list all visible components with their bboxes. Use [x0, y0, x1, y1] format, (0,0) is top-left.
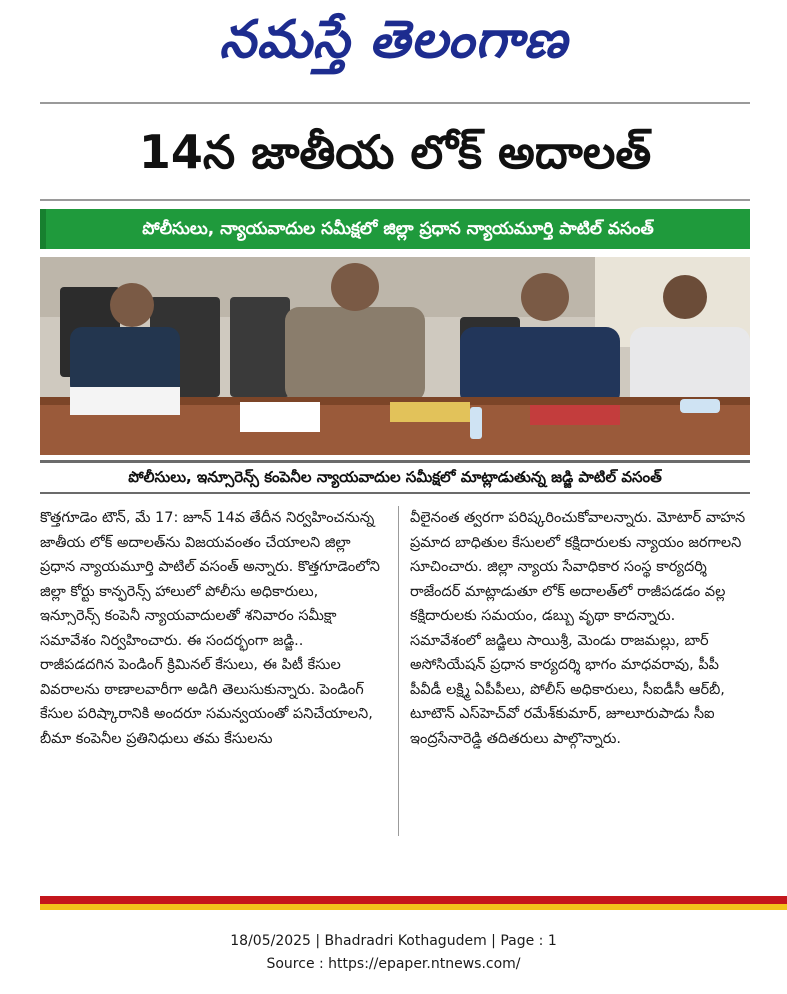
headline-rule	[40, 199, 750, 201]
article-subheadline: పోలీసులు, న్యాయవాదుల సమీక్షలో జిల్లా ప్రధాన న్యాయమూర్తి పాటిల్ వసంత్	[40, 209, 750, 249]
article-body-left: కొత్తగూడెం టౌన్, మే 17: జూన్ 14వ తేదీన నిర్వహించనున్న జాతీయ లోక్ అదాలత్‌ను విజయవంతం చేయాలని జిల్లా ప్రధాన న్యాయమూర్తి పాటిల్ వసంత్ అన్నారు. కొత్తగూడెంలోని జిల్లా కోర్టు కాన్ఫరెన్స్ హాలులో పోలీసు అధికారులు, ఇన్సూరెన్స్ కంపెనీ న్యాయవాదులతో శనివారం సమీక్షా సమావేశం నిర్వహించారు. ఈ సందర్భంగా జడ్జి.. రాజీపడదగిన పెండింగ్ క్రిమినల్ కేసులు, ఈ పిటీ కేసుల వివరాలను ఠాణాలవారీగా అడిగి తెలుసుకున్నారు. పెండింగ్ కేసుల పరిష్కారానికి అందరూ సమన్వయంతో పనిచేయాలని, బీమా కంపెనీల ప్రతినిధులు తమ కేసులను	[40, 510, 380, 747]
photo-caption: పోలీసులు, ఇన్సూరెన్స్ కంపెనీల న్యాయవాదుల సమీక్షలో మాట్లాడుతున్న జడ్జి పాటిల్ వసంత్	[40, 460, 750, 494]
newspaper-masthead: నమస్తే తెలంగాణ	[219, 10, 568, 70]
footer-yellow-band	[40, 904, 787, 910]
article-body-right: వీలైనంత త్వరగా పరిష్కరించుకోవాలన్నారు. మోటార్ వాహన ప్రమాద బాధితుల కేసులలో కక్షిదారులకు న్యాయం జరగాలని సూచించారు. జిల్లా న్యాయ సేవాధికార సంస్థ కార్యదర్శి రాజేందర్ మాట్లాడుతూ లోక్ అదాలత్‌లో రాజీపడడం వల్ల కక్షిదారులకు సమయం, డబ్బు వృథా కాదన్నారు. సమావేశంలో జడ్జిలు సాయిశ్రీ, మెండు రాజమల్లు, బార్ అసోసియేషన్ ప్రధాన కార్యదర్శి భాగం మాధవరావు, పీపీ పీవీడీ లక్ష్మి ఏపీపీలు, పోలీస్ అధికారులు, సీఐడీసీ ఆర్‌బీ, టూటౌన్ ఎస్‌హెచ్‌వో రమేశ్‌కుమార్, జూలూరుపాడు సీఐ ఇంద్రసేనారెడ్డి తదితరులు పాల్గొన్నారు.	[410, 510, 746, 747]
meeting-photo-illustration	[40, 257, 750, 455]
article-column-left	[40, 506, 380, 846]
footer-date-edition: 18/05/2025 | Bhadradri Kothagudem | Page : 1	[230, 933, 557, 949]
footer-source-link[interactable]: Source : https://epaper.ntnews.com/	[266, 956, 521, 972]
masthead-rule	[40, 102, 750, 104]
news-photo	[40, 257, 750, 455]
article-headline: 14న జాతీయ లోక్ అదాలత్	[138, 125, 652, 179]
column-divider	[398, 506, 399, 836]
article-column-right	[410, 506, 750, 846]
